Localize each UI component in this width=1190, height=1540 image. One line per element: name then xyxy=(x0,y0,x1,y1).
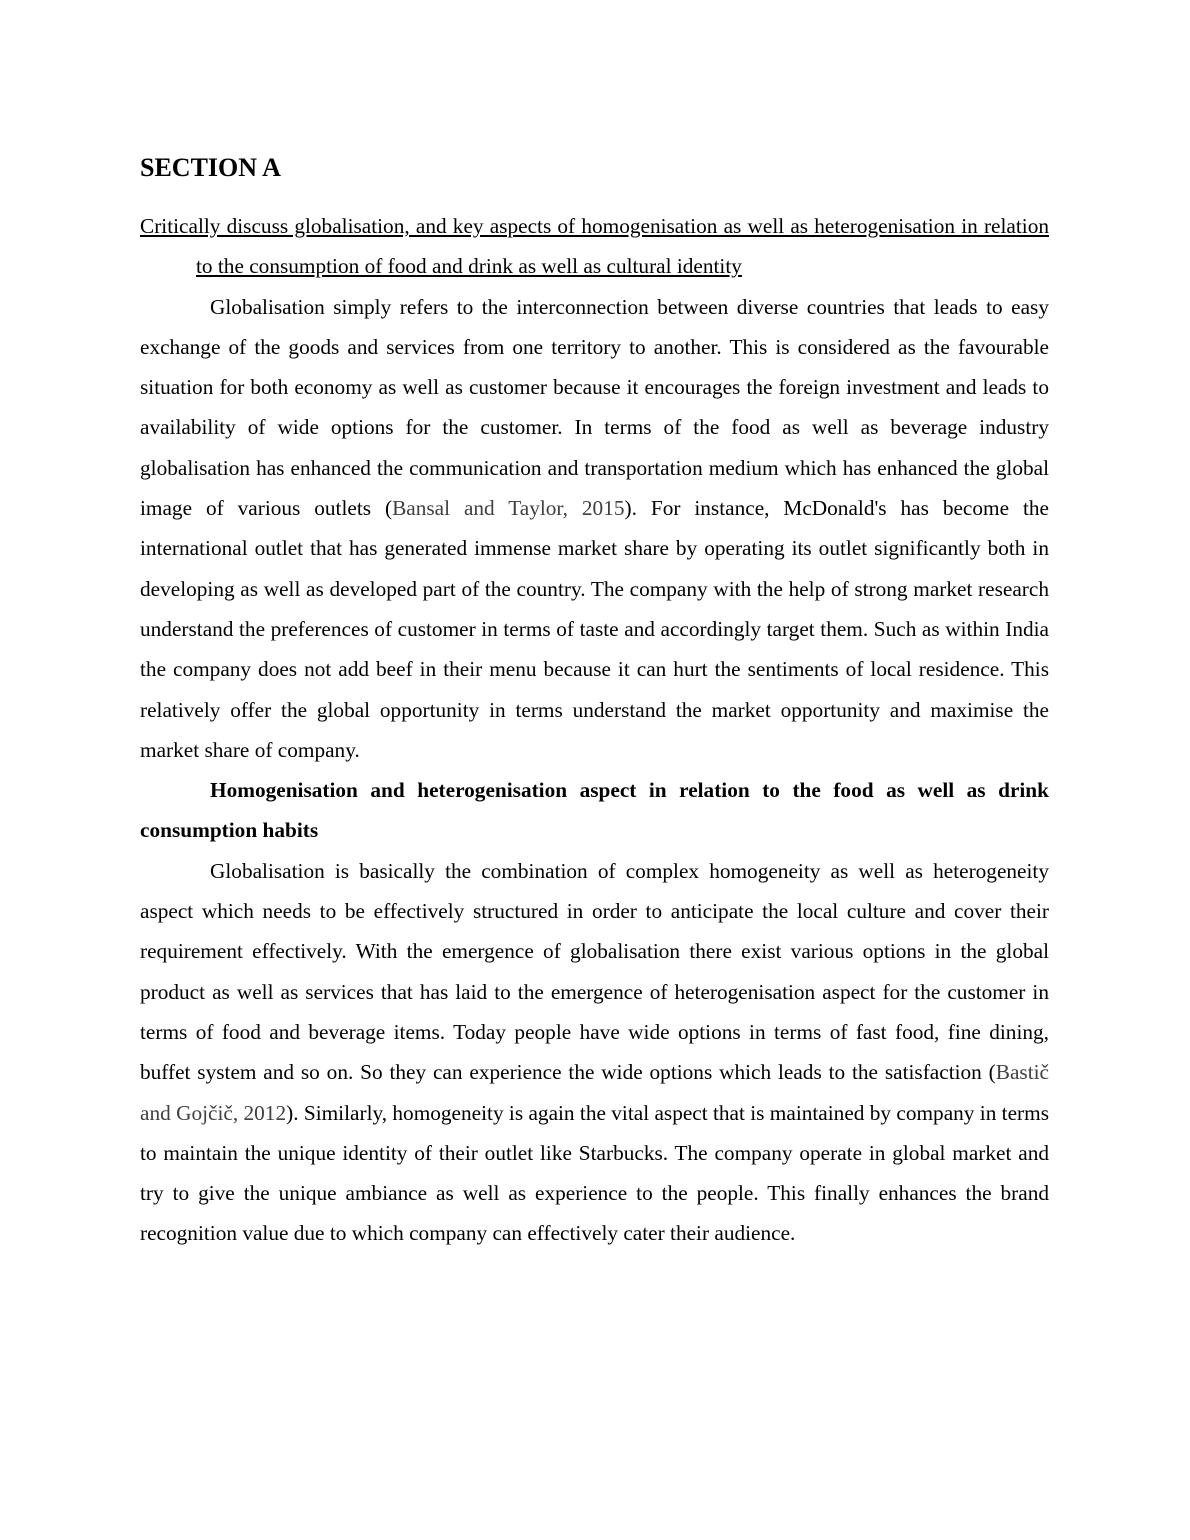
question-title: Critically discuss globalisation, and key aspects of homogenisation as well as heterogenisation in relation to the consumption of food and drink as well as cultural identity xyxy=(140,214,1049,279)
paragraph-text: Globalisation simply refers to the interconnection between diverse countries that leads to easy exchange of the goods and services from one territory to another. This is considered as the favourable situation for both economy as well as customer because it encourages the foreign investment and leads to availability of wide options for the customer. In terms of the food as well as beverage industry globalisation has enhanced the communication and transportation medium which has enhanced the global image of various outlets ( xyxy=(140,294,1049,521)
citation: Bansal and Taylor, 2015 xyxy=(392,496,625,521)
paragraph-globalisation xyxy=(140,287,1049,771)
subheading: Homogenisation and heterogenisation aspect in relation to the food as well as drink consumption habits xyxy=(140,778,1049,843)
paragraph-text: Globalisation is basically the combination of complex homogeneity as well as heterogeneity aspect which needs to be effectively structured in order to anticipate the local culture and cover their requirement effectively. With the emergence of globalisation there exist various options in the global product as well as services that has laid to the emergence of heterogenisation aspect for the customer in terms of food and beverage items. Today people have wide options in terms of fast food, fine dining, buffet system and so on. So they can experience the wide options which leads to the satisfaction ( xyxy=(140,858,1049,1085)
section-heading: SECTION A xyxy=(140,153,281,182)
document-page xyxy=(140,150,1049,1254)
paragraph-text: ). For instance, McDonald's has become the international outlet that has generated immense market share by operating its outlet significantly both in developing as well as developed part of the country. The company with the help of strong market research understand the preferences of customer in terms of taste and accordingly target them. Such as within India the company does not add beef in their menu because it can hurt the sentiments of local residence. This relatively offer the global opportunity in terms understand the market opportunity and maximise the market share of company. xyxy=(140,496,1049,762)
paragraph-homogenisation xyxy=(140,851,1049,1254)
citation: Bastič and Gojčič, 2012 xyxy=(140,1060,1049,1125)
paragraph-text: ). Similarly, homogeneity is again the vital aspect that is maintained by company in terms to maintain the unique identity of their outlet like Starbucks. The company operate in global market and try to give the unique ambiance as well as experience to the people. This finally enhances the brand recognition value due to which company can effectively cater their audience. xyxy=(140,1100,1049,1246)
